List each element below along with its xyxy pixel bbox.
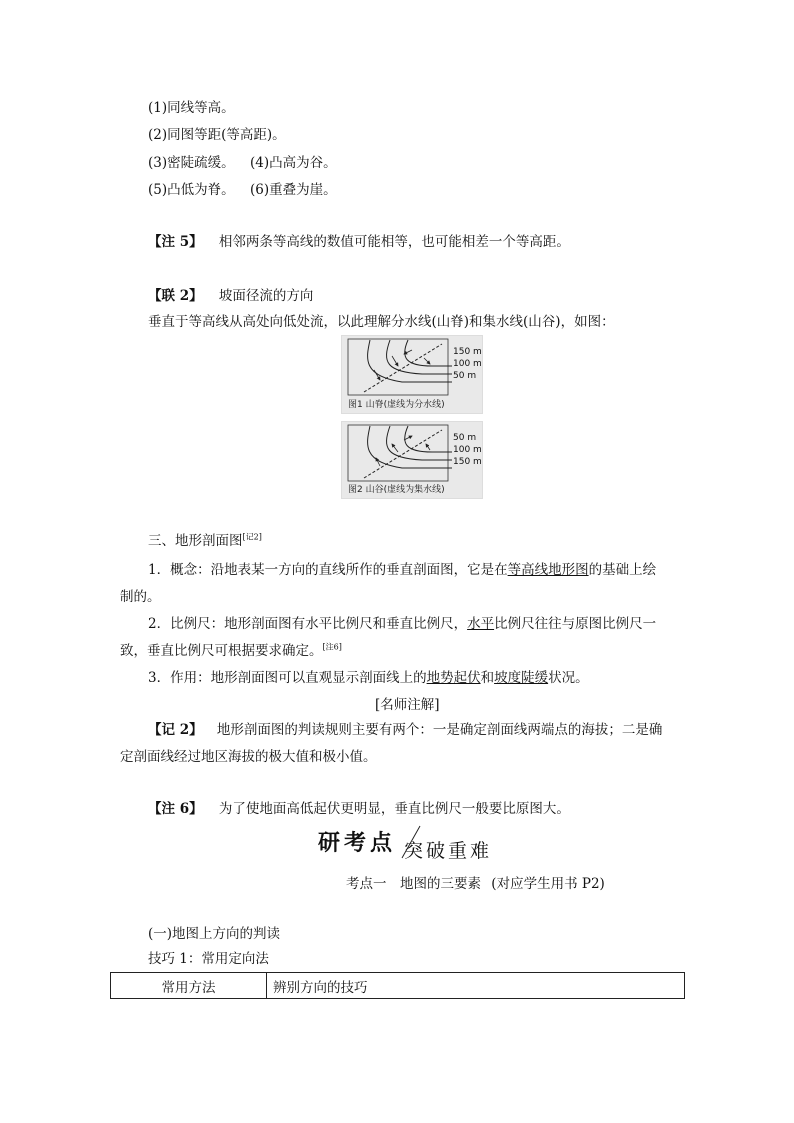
concept-text-b: 的基础上绘 [588,562,657,578]
ridge-label-2: 100 m [453,359,482,369]
function-text-a: 3．作用：地形剖面图可以直观显示剖面线上的 [148,670,427,686]
note-6 [148,797,570,817]
note-5 [148,230,570,250]
section-3-heading [148,529,262,549]
explain-heading: [名师注解] [375,697,440,713]
subsection-heading: (一)地图上方向的判读 [148,926,281,942]
valley-caption: 图2 山谷(虚线为集水线) [348,485,445,495]
function-text-c: 状况。 [548,670,589,686]
ridge-caption: 图1 山脊(虚线为分水线) [348,400,445,410]
function-text-b: 和 [480,670,495,686]
valley-figure [341,421,483,499]
ridge-label-3: 50 m [453,371,477,381]
note-6-text: 为了使地面高低起伏更明显，垂直比例尺一般要比原图大。 [218,801,570,817]
ridge-figure [341,335,483,414]
function-underline-2: 坡度陡缓 [494,670,549,686]
concept-underline: 等高线地形图 [507,562,589,578]
explain-line-1 [148,718,662,738]
function-line [148,666,589,686]
scale-text-a: 2．比例尺：地形剖面图有水平比例尺和垂直比例尺， [148,616,468,632]
scale-sup: [注6] [322,642,342,652]
table-header-technique: 辨别方向的技巧 [267,973,685,999]
link-2-title: 坡面径流的方向 [218,288,314,304]
rule-2: (2)同图等距(等高距)。 [148,127,286,143]
link-2-heading [148,284,313,304]
function-underline-1: 地势起伏 [426,670,481,686]
valley-label-3: 150 m [453,457,482,467]
concept-line-2: 制的。 [120,589,161,605]
banner-left: 研考点 [318,831,397,856]
banner-right: 突破重难 [404,840,493,862]
concept-text-a: 1．概念：沿地表某一方向的直线所作的垂直剖面图，它是在 [148,562,508,578]
method-table [110,972,685,999]
rule-1: (1)同线等高。 [148,100,235,116]
topic-title-text: 考点一 地图的三要素 [346,876,481,892]
ridge-label-1: 150 m [453,347,482,357]
concept-line-1 [148,558,656,578]
rule-6: (6)重叠为崖。 [250,182,337,198]
link-2-text: 垂直于等高线从高处向低处流，以此理解分水线(山脊)和集水线(山谷)，如图： [148,314,615,330]
section-banner [318,824,498,860]
table-header-method: 常用方法 [111,973,267,999]
scale-text-b: 比例尺往往与原图比例尺一 [494,616,657,632]
topic-reference: (对应学生用书 P2) [491,876,605,892]
section-3-title: 三、地形剖面图 [148,533,243,549]
rule-3: (3)密陡疏缓。 [148,155,235,171]
rule-4: (4)凸高为谷。 [250,155,337,171]
explain-line-2: 定剖面线经过地区海拔的极大值和极小值。 [120,749,377,765]
tip-heading: 技巧 1：常用定向法 [148,951,269,967]
scale-line-1 [148,612,656,632]
link-2-tag: 【联 2】 [148,288,203,304]
rule-5: (5)凸低为脊。 [148,182,235,198]
note-5-tag: 【注 5】 [148,234,203,250]
note-6-tag: 【注 6】 [148,801,203,817]
explain-text-1: 地形剖面图的判读规则主要有两个：一是确定剖面线两端点的海拔；二是确 [216,722,663,738]
topic-title [346,872,605,892]
table-header-row [111,973,685,999]
scale-text-c: 致，垂直比例尺可根据要求确定。 [120,643,323,659]
valley-label-1: 50 m [453,433,477,443]
note-5-text: 相邻两条等高线的数值可能相等，也可能相差一个等高距。 [218,234,570,250]
scale-line-2 [120,639,342,659]
section-3-sup: [记2] [242,532,262,542]
valley-label-2: 100 m [453,445,482,455]
explain-tag: 【记 2】 [148,722,203,738]
scale-underline: 水平 [467,616,495,632]
